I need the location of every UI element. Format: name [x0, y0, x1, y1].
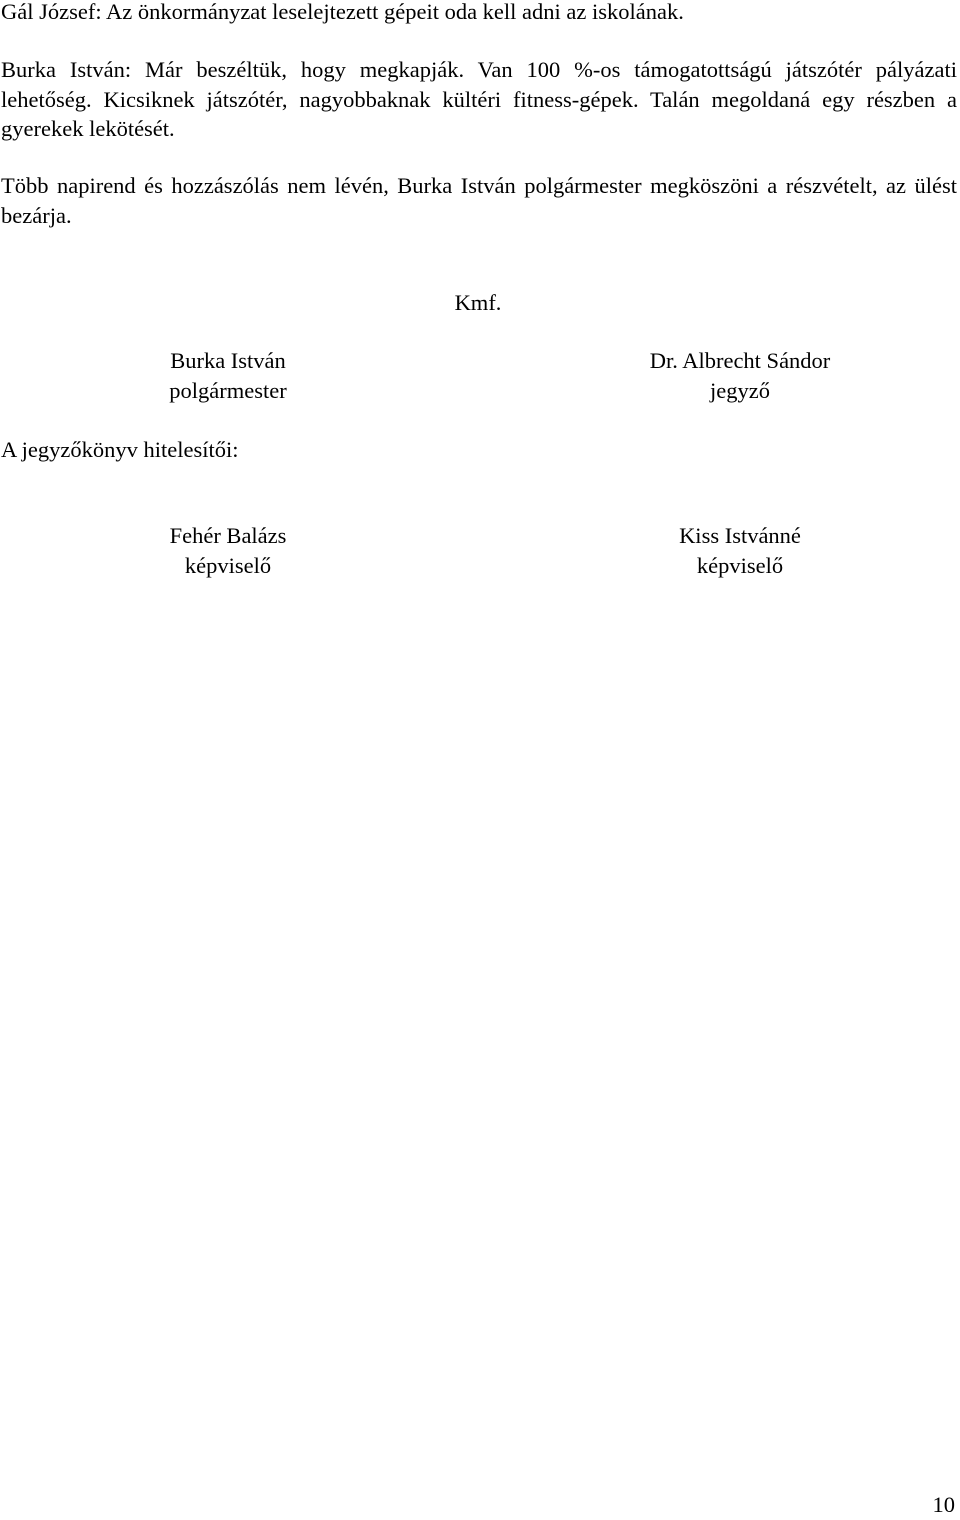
paragraph-gal-jozsef: Gál József: Az önkormányzat leselejtezett gépeit oda kell adni az iskolának.	[1, 0, 684, 24]
paragraph-closing-statement: Több napirend és hozzászólás nem lévén, Burka István polgármester megköszöni a részvételt, az ülést bezárja.	[1, 173, 957, 228]
signatory-name: Dr. Albrecht Sándor	[649, 348, 831, 373]
signature-block-mayor	[78, 346, 378, 405]
kmf-label: Kmf.	[454, 290, 502, 315]
signature-block-notary	[590, 346, 890, 405]
signature-block-authenticator-1	[78, 521, 378, 580]
signatory-title: képviselő	[184, 552, 272, 578]
signatory-title: jegyző	[710, 377, 770, 403]
signatory-title: képviselő	[696, 552, 784, 578]
signatory-name: Burka István	[170, 348, 286, 373]
signature-block-authenticator-2	[590, 521, 890, 580]
page-number: 10	[932, 1492, 955, 1517]
paragraph-burka-istvan: Burka István: Már beszéltük, hogy megkapják. Van 100 %-os támogatottságú játszótér pályázati lehetőség. Kicsiknek játszótér, nagyobbaknak kültéri fitness-gépek. Talán megoldaná egy részben a gyerekek lekötését.	[1, 57, 957, 141]
signatory-name: Kiss Istvánné	[679, 523, 801, 548]
signatory-title: polgármester	[169, 377, 287, 403]
authenticators-label: A jegyzőkönyv hitelesítői:	[1, 437, 239, 462]
signatory-name: Fehér Balázs	[169, 523, 287, 548]
